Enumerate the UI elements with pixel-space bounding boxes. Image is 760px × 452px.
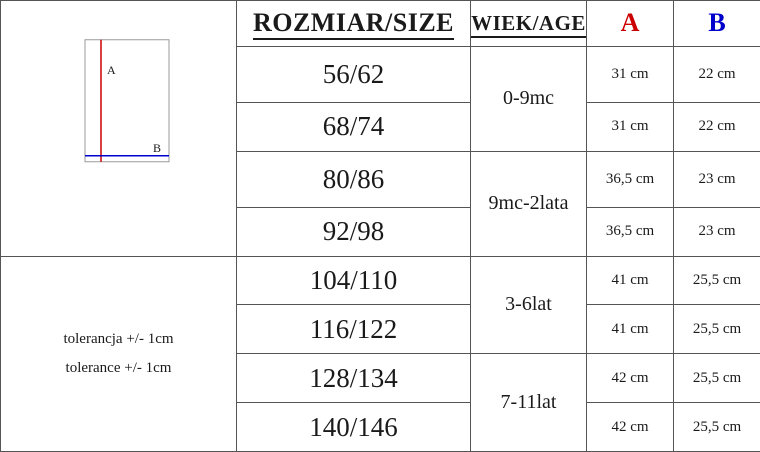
cell-size: 56/62 xyxy=(237,46,471,102)
cell-measurement-b: 22 cm xyxy=(674,46,760,102)
tolerance-note-en: tolerance +/- 1cm xyxy=(65,359,172,376)
cell-age: 3-6lat xyxy=(471,256,587,354)
cell-measurement-b: 23 cm xyxy=(674,151,760,207)
garment-diagram-cell xyxy=(1,1,237,257)
cell-measurement-b: 25,5 cm xyxy=(674,305,760,354)
cell-measurement-a: 42 cm xyxy=(587,403,674,452)
header-b-label: B xyxy=(708,8,726,38)
cell-measurement-b: 25,5 cm xyxy=(674,256,760,305)
cell-measurement-a: 41 cm xyxy=(587,305,674,354)
diagram-label-a: A xyxy=(107,62,116,77)
table-header-row xyxy=(1,1,760,47)
cell-size: 128/134 xyxy=(237,354,471,403)
garment-diagram xyxy=(1,1,237,256)
table-row xyxy=(1,256,760,305)
header-b-cell xyxy=(674,1,760,47)
cell-measurement-b: 25,5 cm xyxy=(674,403,760,452)
cell-measurement-a: 36,5 cm xyxy=(587,207,674,256)
cell-measurement-a: 31 cm xyxy=(587,46,674,102)
cell-measurement-a: 42 cm xyxy=(587,354,674,403)
cell-measurement-b: 23 cm xyxy=(674,207,760,256)
cell-measurement-a: 41 cm xyxy=(587,256,674,305)
cell-measurement-a: 36,5 cm xyxy=(587,151,674,207)
cell-size: 68/74 xyxy=(237,102,471,151)
cell-measurement-b: 22 cm xyxy=(674,102,760,151)
cell-size: 140/146 xyxy=(237,403,471,452)
header-age-label: WIEK/AGE xyxy=(471,11,586,38)
cell-age: 7-11lat xyxy=(471,354,587,452)
cell-size: 80/86 xyxy=(237,151,471,207)
tolerance-note-cell xyxy=(1,256,237,452)
cell-size: 116/122 xyxy=(237,305,471,354)
header-a-cell xyxy=(587,1,674,47)
tolerance-note-pl: tolerancja +/- 1cm xyxy=(63,331,174,348)
garment-outline-svg xyxy=(1,1,237,256)
cell-size: 92/98 xyxy=(237,207,471,256)
cell-measurement-b: 25,5 cm xyxy=(674,354,760,403)
header-size-cell xyxy=(237,1,471,47)
header-a-label: A xyxy=(620,8,640,38)
cell-size: 104/110 xyxy=(237,256,471,305)
cell-age: 9mc-2lata xyxy=(471,151,587,256)
cell-age: 0-9mc xyxy=(471,46,587,151)
header-size-label: ROZMIAR/SIZE xyxy=(253,8,454,40)
header-age-cell xyxy=(471,1,587,47)
diagram-label-b: B xyxy=(153,140,162,155)
cell-measurement-a: 31 cm xyxy=(587,102,674,151)
